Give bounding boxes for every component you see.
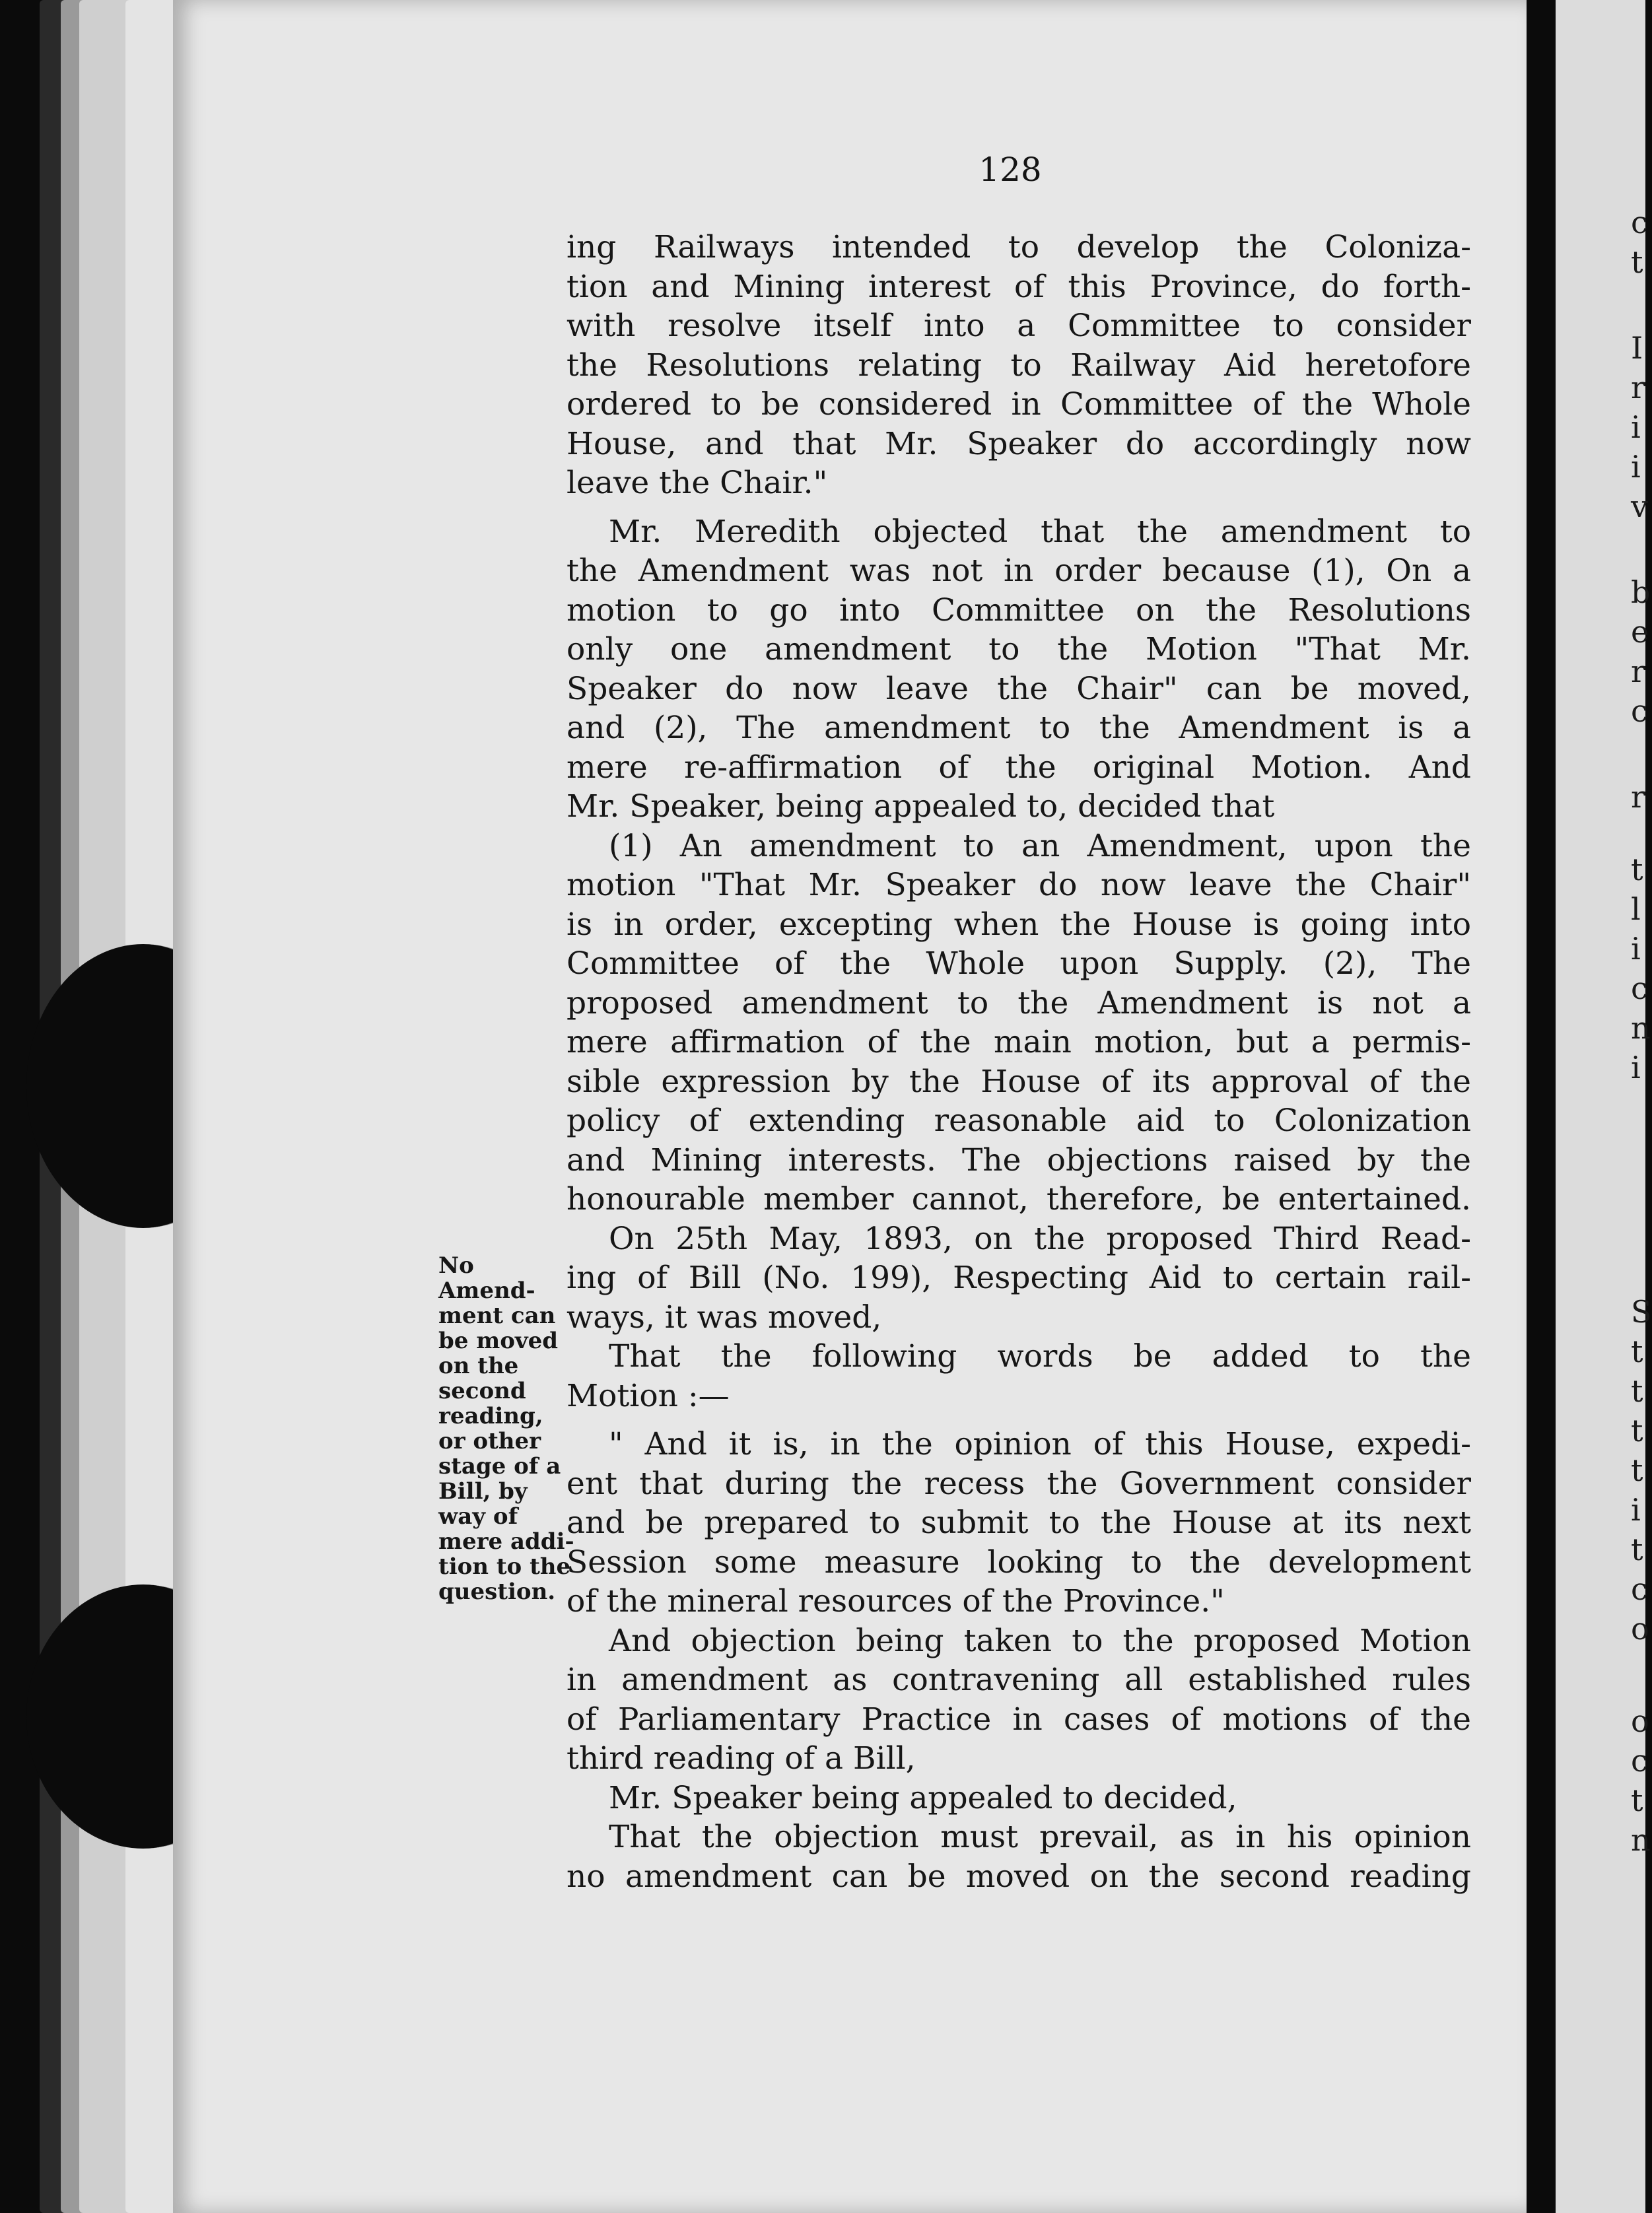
text-line: Speaker do now leave the Chair" can be moved,	[567, 670, 1471, 707]
marginal-note-line: on the	[438, 1353, 519, 1379]
text-line: honourable member cannot, therefore, be entertained.	[567, 1181, 1471, 1217]
text-line: Committee of the Whole upon Supply. (2), The	[567, 945, 1471, 982]
page-gutter	[1527, 0, 1556, 2213]
facing-page-letter: n	[1631, 1822, 1651, 1858]
marginal-note-line: question.	[438, 1579, 556, 1605]
text-line: in amendment as contravening all established rules	[567, 1662, 1471, 1698]
text-line: motion to go into Committee on the Resolutions	[567, 592, 1471, 629]
marginal-note-line: ment can	[438, 1303, 556, 1329]
text-line: of the mineral resources of the Province."	[567, 1583, 1225, 1619]
text-line: (1) An amendment to an Amendment, upon the	[609, 827, 1471, 864]
facing-page-letter: t	[1631, 244, 1643, 280]
text-line: Mr. Speaker being appealed to decided,	[609, 1779, 1237, 1816]
page-number: 128	[979, 151, 1042, 189]
text-line: Mr. Speaker, being appealed to, decided that	[567, 788, 1275, 825]
facing-page-letter: c	[1631, 970, 1648, 1006]
text-line: " And it is, in the opinion of this House, expedi-	[609, 1426, 1471, 1462]
text-line: and be prepared to submit to the House at its next	[567, 1505, 1471, 1541]
facing-page-letter: c	[1631, 1743, 1648, 1779]
text-line: ing Railways intended to develop the Coloniza-	[567, 229, 1471, 265]
text-line: leave the Chair."	[567, 465, 828, 501]
text-line: ordered to be considered in Committee of the Whole	[567, 386, 1471, 423]
facing-page-letter: i	[1631, 931, 1641, 967]
marginal-note-line: stage of a	[438, 1453, 561, 1480]
text-line: policy of extending reasonable aid to Colonization	[567, 1103, 1471, 1139]
text-line: ways, it was moved,	[567, 1299, 882, 1336]
facing-page-letter: t	[1631, 1452, 1643, 1488]
text-line: tion and Mining interest of this Province, do forth-	[567, 268, 1471, 305]
facing-page-letter: o	[1631, 1611, 1649, 1647]
marginal-note-line: be moved	[438, 1328, 559, 1354]
text-line: motion "That Mr. Speaker do now leave the Chair"	[567, 867, 1471, 903]
text-line: mere re-affirmation of the original Motion. And	[567, 749, 1471, 786]
text-line: and (2), The amendment to the Amendment is a	[567, 710, 1471, 746]
facing-page-letter: i	[1631, 1050, 1641, 1085]
facing-page-letter: i	[1631, 1492, 1641, 1528]
text-line: sible expression by the House of its approval of the	[567, 1063, 1471, 1100]
text-line: On 25th May, 1893, on the proposed Third Read-	[609, 1220, 1471, 1257]
text-line: And objection being taken to the proposed Motion	[609, 1622, 1471, 1659]
text-line: the Resolutions relating to Railway Aid heretofore	[567, 347, 1471, 384]
text-line: That the objection must prevail, as in his opinion	[609, 1819, 1471, 1855]
facing-page-letter: e	[1631, 614, 1649, 650]
text-line: House, and that Mr. Speaker do accordingly now	[567, 425, 1471, 462]
text-line: proposed amendment to the Amendment is not a	[567, 984, 1471, 1021]
facing-page-letter: t	[1631, 1334, 1643, 1369]
facing-page-letter: r	[1631, 779, 1645, 815]
text-line: only one amendment to the Motion "That Mr.	[567, 631, 1471, 667]
text-line: Motion :—	[567, 1377, 730, 1414]
facing-page-letter: t	[1631, 1532, 1643, 1567]
text-line: Session some measure looking to the development	[567, 1544, 1471, 1581]
facing-page-letter: I	[1631, 330, 1643, 366]
facing-page-letter: t	[1631, 1413, 1643, 1448]
facing-page-letter: t	[1631, 852, 1643, 887]
facing-page-letter: c	[1631, 205, 1648, 240]
marginal-note-line: No	[438, 1252, 474, 1279]
text-line: no amendment can be moved on the second reading	[567, 1858, 1471, 1895]
text-line: third reading of a Bill,	[567, 1740, 916, 1777]
marginal-note-line: way of	[438, 1503, 518, 1530]
marginal-note-line: second	[438, 1378, 526, 1404]
facing-page-letter: b	[1631, 574, 1651, 610]
text-line: ing of Bill (No. 199), Respecting Aid to certain rail-	[567, 1260, 1471, 1296]
facing-page-letter: c	[1631, 1571, 1648, 1607]
facing-page-letter: r	[1631, 654, 1645, 689]
text-line: ent that during the recess the Government consider	[567, 1465, 1471, 1502]
text-line: Mr. Meredith objected that the amendment to	[609, 513, 1471, 550]
text-line: of Parliamentary Practice in cases of motions of the	[567, 1701, 1471, 1738]
text-line: and Mining interests. The objections raised by the	[567, 1141, 1471, 1178]
marginal-note	[438, 1252, 574, 1605]
facing-page-letter: l	[1631, 891, 1641, 927]
facing-page-letter: c	[1631, 693, 1648, 729]
marginal-note-line: or other	[438, 1428, 541, 1454]
facing-page-letter: o	[1631, 1703, 1649, 1739]
marginal-note-line: tion to the	[438, 1553, 571, 1580]
marginal-note-line: Amend-	[438, 1277, 535, 1304]
text-line: mere affirmation of the main motion, but a permis-	[567, 1024, 1471, 1060]
facing-page-letter: i	[1631, 449, 1641, 485]
facing-page-letter: S	[1631, 1294, 1652, 1330]
marginal-note-line: mere addi-	[438, 1528, 574, 1555]
facing-page-letter: v	[1631, 489, 1648, 524]
text-line: That the following words be added to the	[609, 1338, 1471, 1375]
facing-page-letter: i	[1631, 409, 1641, 445]
facing-page-letter: t	[1631, 1373, 1643, 1409]
marginal-note-line: reading,	[438, 1403, 543, 1429]
facing-page-letter: n	[1631, 1010, 1651, 1046]
text-line: with resolve itself into a Committee to consider	[567, 308, 1471, 344]
facing-page-letter: t	[1631, 1783, 1643, 1818]
text-line: is in order, excepting when the House is going into	[567, 906, 1471, 943]
text-line: the Amendment was not in order because (1), On a	[567, 553, 1471, 589]
marginal-note-line: Bill, by	[438, 1478, 528, 1505]
facing-page-letter: r	[1631, 370, 1645, 405]
body-text	[567, 228, 1471, 1896]
